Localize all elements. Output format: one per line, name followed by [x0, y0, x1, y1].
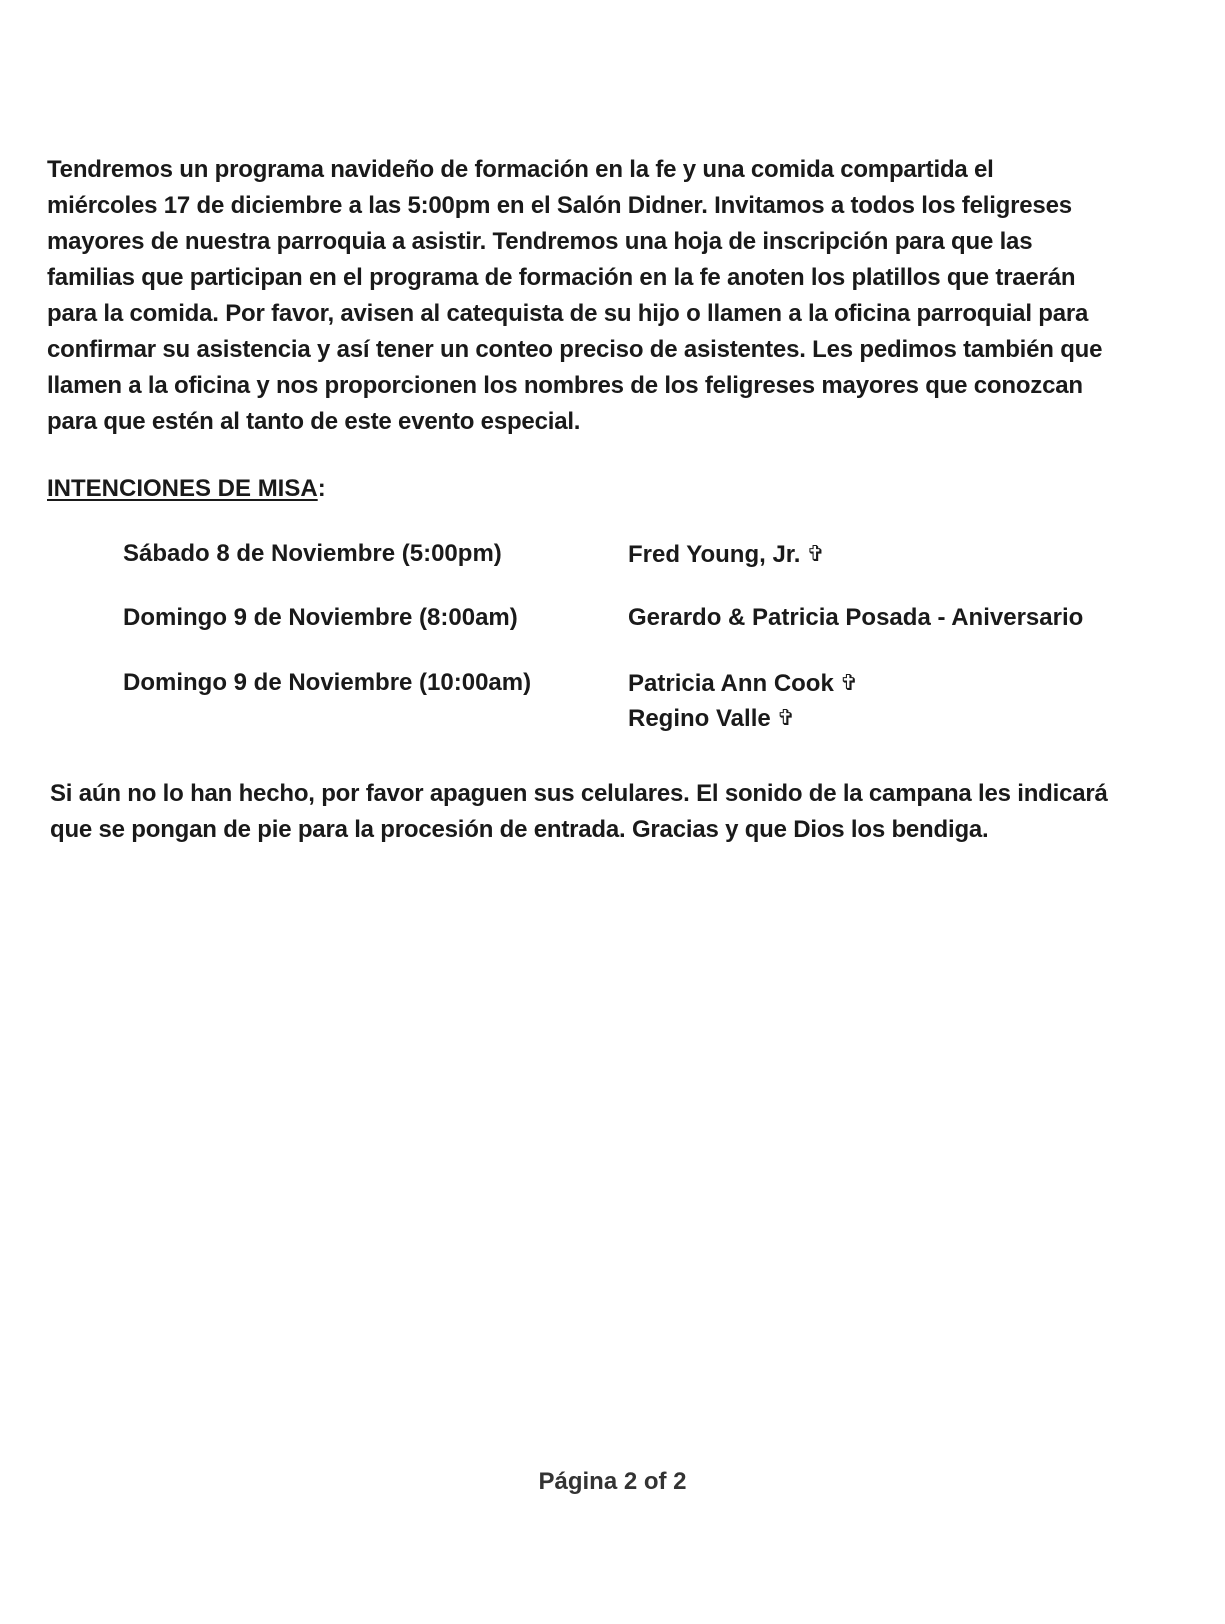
mass-intentions-heading [47, 473, 326, 505]
paragraph-line: para que estén al tanto de este evento especial. [47, 408, 581, 435]
cross-icon: ✞ [839, 670, 859, 695]
intention-name [628, 537, 825, 572]
paragraph-line: miércoles 17 de diciembre a las 5:00pm en el Salón Didner. Invitamos a todos los feligreses [47, 192, 1072, 219]
intention-name [628, 701, 858, 736]
name-text: Patricia Ann Cook [628, 670, 834, 697]
paragraph-line: mayores de nuestra parroquia a asistir. Tendremos una hoja de inscripción para que las [47, 228, 1033, 255]
page-number: Página 2 of 2 [538, 1468, 687, 1495]
intention-names [628, 666, 858, 736]
mass-time: Domingo 9 de Noviembre (8:00am) [123, 604, 518, 631]
paragraph-line: llamen a la oficina y nos proporcionen los nombres de los feligreses mayores que conozcan [47, 372, 1083, 399]
heading-colon: : [317, 475, 326, 502]
cross-icon: ✞ [806, 541, 825, 566]
mass-time: Sábado 8 de Noviembre (5:00pm) [123, 540, 502, 567]
intention-names [628, 537, 825, 572]
name-text: Fred Young, Jr. [628, 541, 801, 568]
closing-paragraph [50, 776, 1160, 848]
paragraph-line: para la comida. Por favor, avisen al catequista de su hijo o llamen a la oficina parroquial para [47, 300, 1089, 327]
cross-icon: ✞ [776, 705, 796, 730]
heading-text: INTENCIONES DE MISA [47, 475, 318, 502]
paragraph-line: confirmar su asistencia y así tener un conteo preciso de asistentes. Les pedimos también que [47, 336, 1103, 363]
paragraph-line: familias que participan en el programa de formación en la fe anoten los platillos que traerán [47, 264, 1076, 291]
paragraph-line: Si aún no lo han hecho, por favor apaguen sus celulares. El sonido de la campana les indicará [50, 780, 1108, 807]
paragraph-line: Tendremos un programa navideño de formación en la fe y una comida compartida el [47, 156, 994, 183]
mass-time: Domingo 9 de Noviembre (10:00am) [123, 669, 532, 696]
name-text: Gerardo & Patricia Posada - Aniversario [628, 604, 1084, 631]
intention-name [628, 601, 1083, 635]
intention-names [628, 601, 1083, 635]
name-text: Regino Valle [628, 705, 771, 732]
christmas-program-paragraph [47, 152, 1157, 440]
intention-name [628, 666, 858, 701]
paragraph-line: que se pongan de pie para la procesión de entrada. Gracias y que Dios los bendiga. [50, 816, 989, 843]
